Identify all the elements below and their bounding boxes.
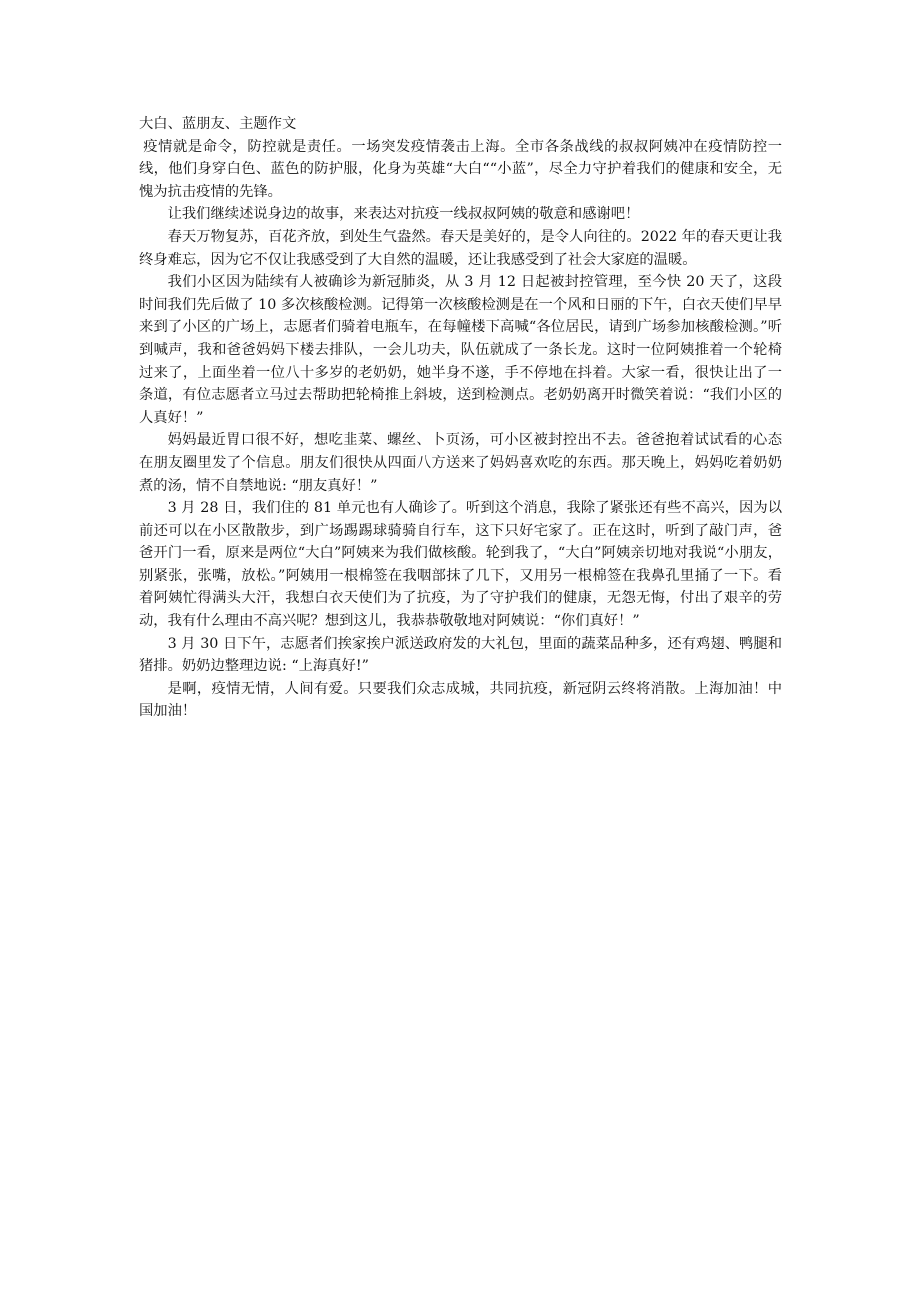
paragraph-1: 疫情就是命令，防控就是责任。一场突发疫情袭击上海。全市各条战线的叔叔阿姨冲在疫情防控一线，他们身穿白色、蓝色的防护服，化身为英雄“大白““小蓝”，尽全力守护着我们的健康和安全，无愧为抗击疫情的先锋。 xyxy=(139,138,782,200)
document-body xyxy=(139,113,782,723)
document-title: 大白、蓝朋友、主题作文 xyxy=(139,116,297,132)
paragraph-2: 让我们继续述说身边的故事，来表达对抗疫一线叔叔阿姨的敬意和感谢吧！ xyxy=(167,206,640,223)
paragraph-8: 是啊，疫情无情，人间有爱。只要我们众志成城，共同抗疫，新冠阴云终将消散。上海加油！中国加油！ xyxy=(139,680,782,720)
paragraph-3: 春天万物复苏，百花齐放，到处生气盎然。春天是美好的，是令人向往的。2022 年的春天更让我终身难忘，因为它不仅让我感受到了大自然的温暖，还让我感受到了社会大家庭的温暖。 xyxy=(139,228,782,268)
paragraph-6: 3 月 28 日，我们住的 81 单元也有人确诊了。听到这个消息，我除了紧张还有些不高兴，因为以前还可以在小区散散步，到广场踢踢球骑骑自行车，这下只好宅家了。正在这时，听到了敲门声，爸爸开门一看，原来是两位“大白”阿姨来为我们做核酸。轮到我了，“大白”阿姨亲切地对我说“小朋友，别紧张，张嘴，放松。”阿姨用一根棉签在我咽部抹了几下，又用另一根棉签在我鼻孔里捅了一下。看着阿姨忙得满头大汗，我想白衣天使们为了抗疫，为了守护我们的健康，无怨无悔，付出了艰辛的劳动，我有什么理由不高兴呢？想到这儿，我恭恭敬敬地对阿姨说：“你们真好！” xyxy=(139,500,782,630)
paragraph-7: 3 月 30 日下午，志愿者们挨家挨户派送政府发的大礼包，里面的蔬菜品种多，还有鸡翅、鸭腿和猪排。奶奶边整理边说: “上海真好!” xyxy=(139,635,782,675)
paragraph-5: 妈妈最近胃口很不好，想吃韭菜、螺丝、卜页汤，可小区被封控出不去。爸爸抱着试试看的心态在朋友圈里发了个信息。朋友们很快从四面八方送来了妈妈喜欢吃的东西。那天晚上，妈妈吃着奶奶煮的汤，情不自禁地说: “朋友真好！” xyxy=(139,432,782,494)
paragraph-4: 我们小区因为陆续有人被确诊为新冠肺炎，从 3 月 12 日起被封控管理，至今快 20 天了，这段时间我们先后做了 10 多次核酸检测。记得第一次核酸检测是在一个风和日丽的下午，白衣天使们早早来到了小区的广场上，志愿者们骑着电瓶车，在每幢楼下高喊“各位居民，请到广场参加核酸检测。”听到喊声，我和爸爸妈妈下楼去排队，一会儿功夫，队伍就成了一条长龙。这时一位阿姨推着一个轮椅过来了，上面坐着一位八十多岁的老奶奶，她半身不遂，手不停地在抖着。大家一看，很快让出了一条道，有位志愿者立马过去帮助把轮椅推上斜坡，送到检测点。老奶奶离开时微笑着说：“我们小区的人真好！” xyxy=(139,274,782,426)
